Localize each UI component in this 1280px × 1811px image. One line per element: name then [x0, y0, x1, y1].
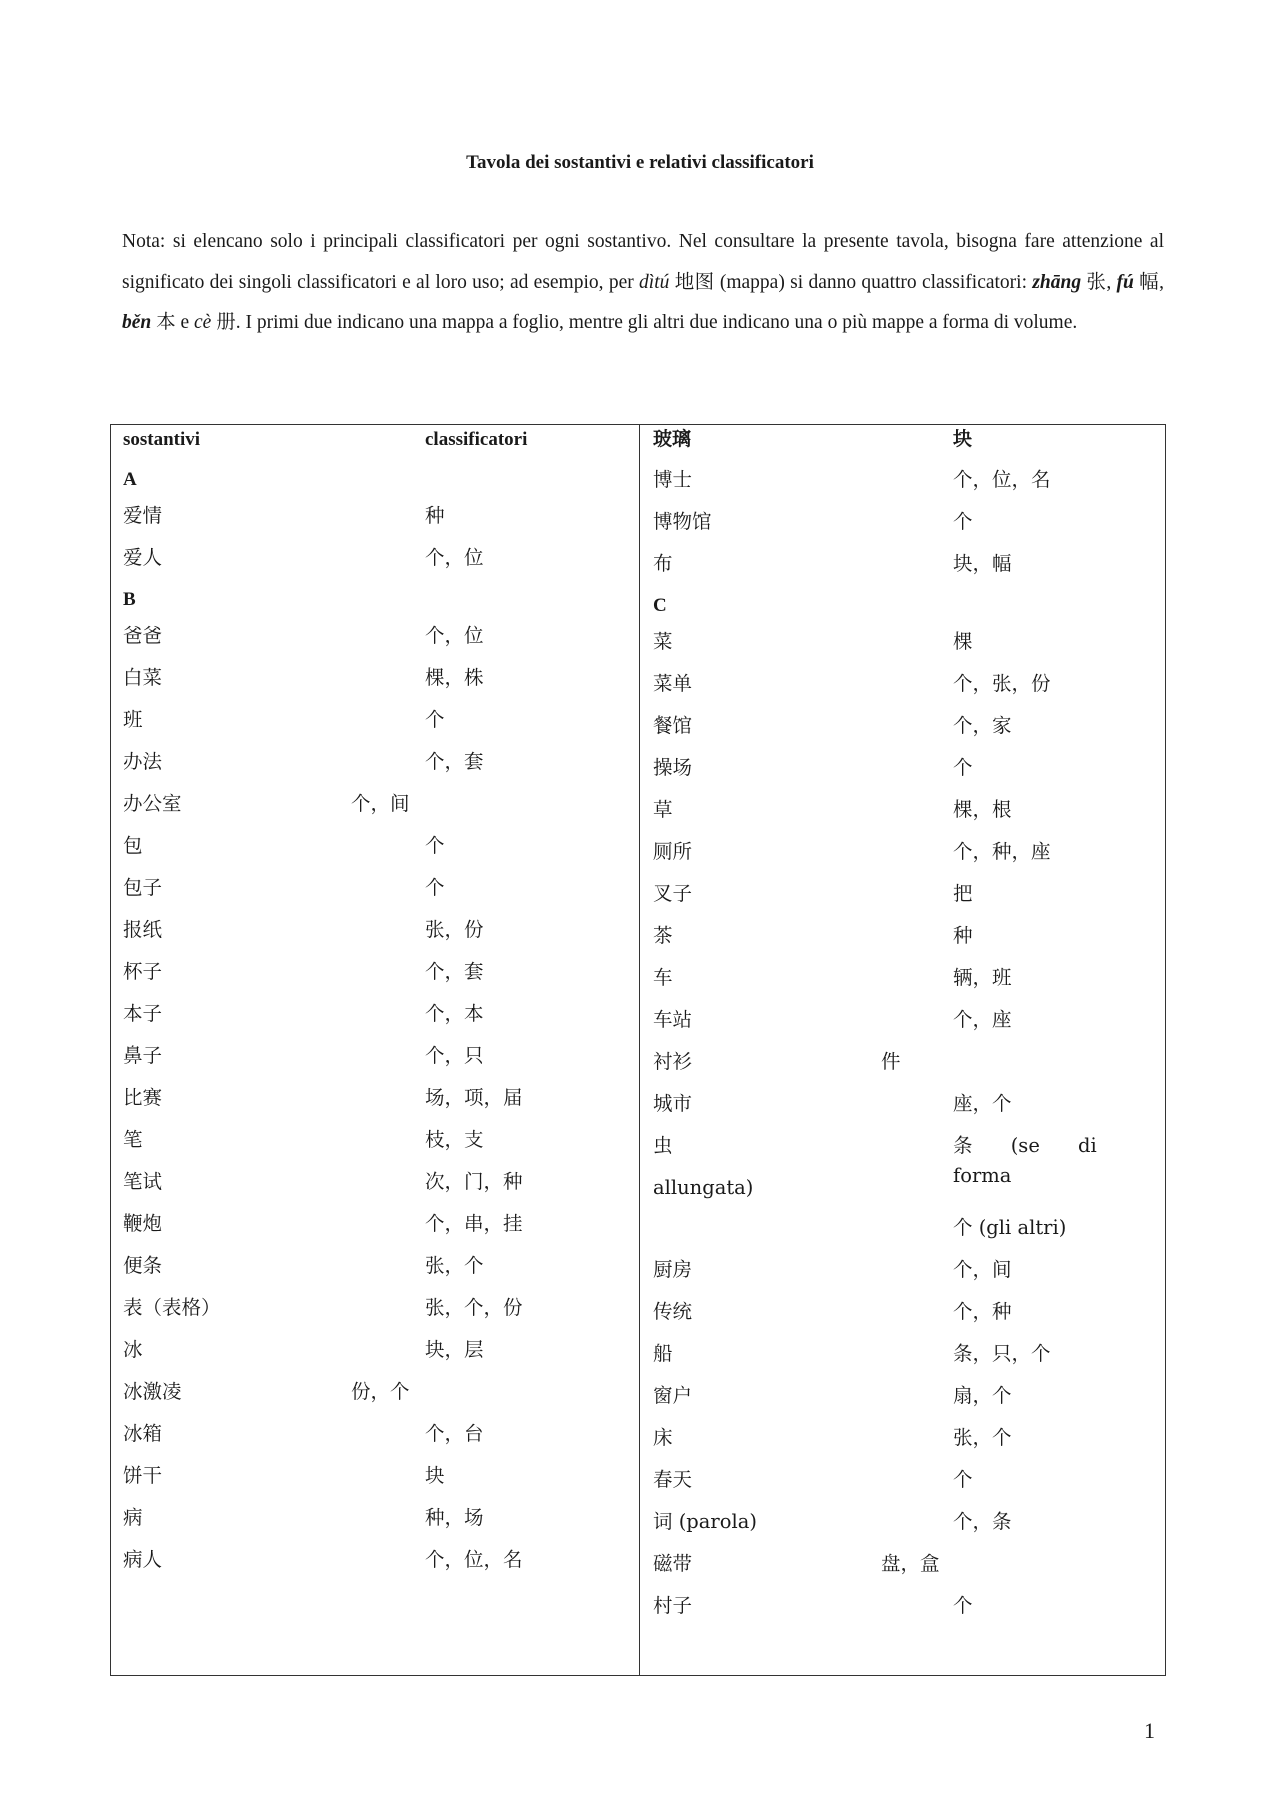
noun-cell: 病 — [123, 1506, 143, 1529]
noun-cell: 爱情 — [123, 504, 163, 527]
classifier-cell: 个，条 — [953, 1510, 1012, 1533]
classifier-cell: 个，串，挂 — [425, 1212, 523, 1235]
classifier-cell: 把 — [953, 882, 973, 905]
noun-cell: 包 — [123, 834, 143, 857]
table-row — [653, 1005, 1153, 1047]
note-pinyin-ce: cè — [194, 312, 212, 333]
section-letter: B — [123, 589, 136, 610]
noun-cell: 饼干 — [123, 1464, 163, 1487]
classifier-cell: 份，个 — [351, 1380, 410, 1403]
noun-cell: 菜 — [653, 630, 673, 653]
section-letter: C — [653, 595, 667, 616]
section-letter: A — [123, 469, 137, 490]
noun-cell: 厕所 — [653, 840, 693, 863]
note-pinyin-ben: běn — [122, 312, 152, 333]
noun-cell: 办公室 — [123, 792, 182, 815]
classifier-cell: 个 — [425, 834, 445, 857]
classifier-cell: 枝，支 — [425, 1128, 484, 1151]
note-pinyin-fu: fú — [1116, 271, 1134, 293]
table-row — [123, 621, 629, 663]
header-nouns: sostantivi — [123, 429, 201, 450]
noun-cell: 冰 — [123, 1338, 143, 1361]
table-row — [123, 873, 629, 915]
table-row — [653, 549, 1153, 591]
table-row — [123, 1167, 629, 1209]
table-row — [653, 425, 1153, 465]
classifier-cell: 个，位 — [425, 624, 484, 647]
table-row — [653, 1173, 1153, 1213]
table-row — [123, 831, 629, 873]
classifier-cell: 扇，个 — [953, 1384, 1012, 1407]
noun-cell: 城市 — [653, 1092, 693, 1115]
table-row — [653, 1381, 1153, 1423]
noun-cell: 鼻子 — [123, 1044, 163, 1067]
table-left-column — [123, 425, 629, 1587]
noun-cell: 笔试 — [123, 1170, 163, 1193]
table-row — [653, 963, 1153, 1005]
classifier-cell: 座，个 — [953, 1092, 1012, 1115]
table-header-row — [123, 425, 629, 465]
table-row — [653, 1591, 1153, 1633]
classifier-cell: 个，台 — [425, 1422, 484, 1445]
classifier-cell: 场，项，届 — [425, 1086, 523, 1109]
classifier-cell: 个 — [953, 1594, 973, 1617]
classifier-cell: 个，家 — [953, 714, 1012, 737]
noun-cell: 本子 — [123, 1002, 163, 1025]
table-row — [653, 711, 1153, 753]
section-letter-row — [123, 465, 629, 501]
section-letter-row — [653, 591, 1153, 627]
note-text-2: 地图 (mappa) si danno quattro classificatori: — [669, 271, 1033, 293]
classifier-cell: 种 — [953, 924, 973, 947]
noun-cell: 船 — [653, 1342, 673, 1365]
table-row — [653, 627, 1153, 669]
noun-cell: 杯子 — [123, 960, 163, 983]
table-row — [653, 465, 1153, 507]
classifier-cell: 个，间 — [351, 792, 410, 815]
classifier-cell: 个 (gli altri) — [953, 1216, 1067, 1239]
table-row — [123, 1293, 629, 1335]
classifier-cell: 棵 — [953, 630, 973, 653]
classifier-cell: 个，套 — [425, 960, 484, 983]
noun-cell: 词 (parola) — [653, 1510, 757, 1533]
table-row — [653, 1089, 1153, 1131]
noun-cell: 虫 — [653, 1134, 673, 1157]
table-row — [123, 1125, 629, 1167]
noun-cell: 布 — [653, 552, 673, 575]
noun-cell: 表（表格） — [123, 1296, 221, 1319]
table-row — [653, 1423, 1153, 1465]
page-number: 1 — [1144, 1718, 1155, 1743]
classifier-cell: 个，种 — [953, 1300, 1012, 1323]
noun-cell: 传统 — [653, 1300, 693, 1323]
table-row — [123, 957, 629, 999]
noun-cell: 衬衫 — [653, 1050, 693, 1073]
classifier-cell: 个 — [953, 1468, 973, 1491]
table-row — [653, 795, 1153, 837]
note-text-5: 本 e — [151, 312, 195, 333]
table-row — [653, 1255, 1153, 1297]
classifier-cell: 个，只 — [425, 1044, 484, 1067]
noun-cell: 菜单 — [653, 672, 693, 695]
classifier-cell: 个，种，座 — [953, 840, 1051, 863]
classifier-cell: 个 — [425, 708, 445, 731]
table-row — [123, 747, 629, 789]
table-row — [653, 837, 1153, 879]
noun-cell: 餐馆 — [653, 714, 693, 737]
classifier-cell: 张，个，份 — [425, 1296, 523, 1319]
noun-cell: 操场 — [653, 756, 693, 779]
classifier-cell: 个，位 — [425, 546, 484, 569]
noun-cell: 茶 — [653, 924, 673, 947]
noun-cell: 车 — [653, 966, 673, 989]
note-text-3: 张, — [1081, 271, 1117, 293]
noun-cell: 博士 — [653, 468, 693, 491]
noun-cell: 磁带 — [653, 1552, 693, 1575]
header-classifiers: classificatori — [425, 429, 528, 450]
classifier-cell: 件 — [881, 1050, 901, 1073]
table-row — [123, 543, 629, 585]
table-row — [123, 501, 629, 543]
classifier-cell: 张，个 — [425, 1254, 484, 1277]
classifier-cell: 个，套 — [425, 750, 484, 773]
noun-cell: 博物馆 — [653, 510, 712, 533]
noun-cell: 厨房 — [653, 1258, 693, 1281]
noun-cell: 冰激凌 — [123, 1380, 182, 1403]
classifier-cell: 张，份 — [425, 918, 484, 941]
classifier-cell: 个，间 — [953, 1258, 1012, 1281]
table-row — [123, 663, 629, 705]
note-text-1: Nota: si elencano solo i principali classificatori per ogni sostantivo. Nel consultare la presente tavola, bisogna fare attenzione al significato dei singoli classificatori e al loro uso; ad esempio, per — [122, 231, 1164, 293]
classifier-cell: 种，场 — [425, 1506, 484, 1529]
classifier-cell: 块 — [425, 1464, 445, 1487]
classifier-cell: 盘，盒 — [881, 1552, 940, 1575]
table-row — [123, 789, 629, 831]
table-row — [123, 1209, 629, 1251]
noun-cell: 笔 — [123, 1128, 143, 1151]
classifier-cell: 块，层 — [425, 1338, 484, 1361]
noun-cell: 报纸 — [123, 918, 163, 941]
noun-cell: 班 — [123, 708, 143, 731]
table-row — [123, 705, 629, 747]
section-letter-row — [123, 585, 629, 621]
table-row — [653, 507, 1153, 549]
classifier-cell: 个，座 — [953, 1008, 1012, 1031]
classifier-cell: 个 — [953, 510, 973, 533]
noun-cell: 鞭炮 — [123, 1212, 163, 1235]
classifier-cell: 个 — [953, 756, 973, 779]
note-pinyin-ditu: dìtú — [639, 271, 670, 293]
table-row — [653, 669, 1153, 711]
table-row — [653, 753, 1153, 795]
classifier-cell: 次，门，种 — [425, 1170, 523, 1193]
table-row — [123, 1335, 629, 1377]
noun-cell: 便条 — [123, 1254, 163, 1277]
note-text-6: 册. I primi due indicano una mappa a foglio, mentre gli altri due indicano una o più mappe a forma di volume. — [211, 312, 1078, 333]
classifier-cell: 张，个 — [953, 1426, 1012, 1449]
noun-cell: 爸爸 — [123, 624, 163, 647]
table-right-column — [653, 425, 1153, 1633]
noun-cell: 爱人 — [123, 546, 163, 569]
table-row — [653, 1339, 1153, 1381]
table-row — [653, 879, 1153, 921]
noun-cell: 冰箱 — [123, 1422, 163, 1445]
noun-cell: 草 — [653, 798, 673, 821]
classifier-cell: 个，位，名 — [953, 468, 1051, 491]
noun-cell: 比赛 — [123, 1086, 163, 1109]
noun-cell: 病人 — [123, 1548, 163, 1571]
table-row — [653, 1465, 1153, 1507]
noun-cell: allungata) — [653, 1176, 754, 1199]
table-row — [653, 1297, 1153, 1339]
noun-cell: 窗户 — [653, 1384, 693, 1407]
table-row — [123, 1461, 629, 1503]
table-row — [123, 1377, 629, 1419]
table-row — [653, 1131, 1153, 1187]
noun-cell: 春天 — [653, 1468, 693, 1491]
noun-cell: 白菜 — [123, 666, 163, 689]
classifier-cell: 个，张，份 — [953, 672, 1051, 695]
table-row — [653, 1507, 1153, 1549]
note-pinyin-zhang: zhāng — [1032, 271, 1082, 293]
classifier-cell: 个，位，名 — [425, 1548, 523, 1571]
table-row — [123, 1419, 629, 1461]
table-row — [123, 1503, 629, 1545]
noun-cell: 办法 — [123, 750, 163, 773]
table-row — [653, 1549, 1153, 1591]
classifier-cell: 条 (se di forma — [953, 1134, 1097, 1187]
classifier-cell: 块，幅 — [953, 552, 1012, 575]
note-paragraph — [122, 222, 1164, 344]
classifier-cell: 块 — [953, 429, 973, 450]
table-row — [123, 1251, 629, 1293]
classifier-cell: 棵，株 — [425, 666, 484, 689]
note-text-4: 幅, — [1133, 271, 1164, 293]
noun-cell: 包子 — [123, 876, 163, 899]
classifier-table — [110, 424, 1166, 1676]
page-title: Tavola dei sostantivi e relativi classificatori — [466, 152, 814, 173]
classifier-cell: 个 — [425, 876, 445, 899]
table-row — [123, 915, 629, 957]
noun-cell: 床 — [653, 1426, 673, 1449]
classifier-cell: 种 — [425, 504, 445, 527]
classifier-cell: 棵，根 — [953, 798, 1012, 821]
noun-cell: 叉子 — [653, 882, 693, 905]
noun-cell: 车站 — [653, 1008, 693, 1031]
table-row — [123, 1083, 629, 1125]
table-row — [123, 999, 629, 1041]
noun-cell: 玻璃 — [653, 429, 692, 450]
table-row — [123, 1041, 629, 1083]
table-row — [123, 1545, 629, 1587]
classifier-cell: 辆，班 — [953, 966, 1012, 989]
classifier-cell: 条，只，个 — [953, 1342, 1051, 1365]
table-row — [653, 921, 1153, 963]
table-row — [653, 1213, 1153, 1255]
column-divider — [639, 425, 640, 1675]
classifier-cell: 个，本 — [425, 1002, 484, 1025]
noun-cell: 村子 — [653, 1594, 693, 1617]
table-row — [653, 1047, 1153, 1089]
